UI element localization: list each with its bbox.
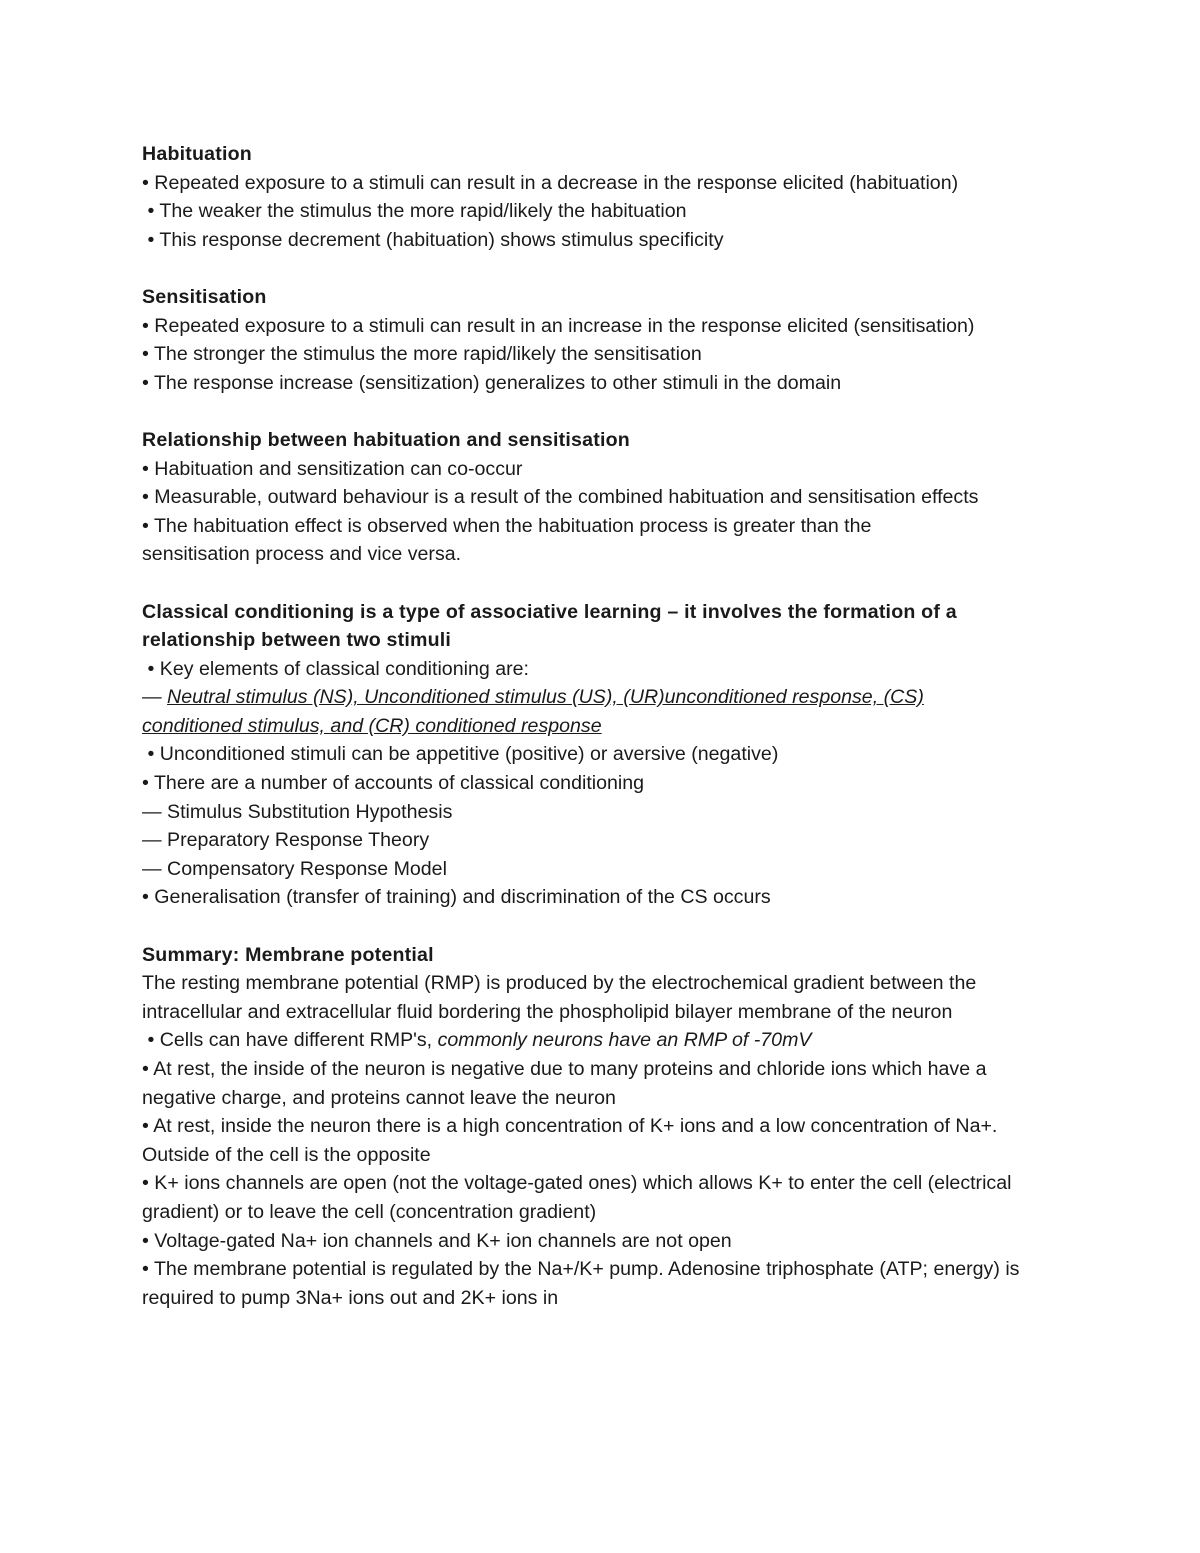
spacer <box>142 397 1082 426</box>
rmp-prefix: • Cells can have different RMP's, <box>142 1029 438 1052</box>
spacer <box>142 912 1082 941</box>
heading-habituation: Habituation <box>142 143 252 165</box>
dash-line: — Compensatory Response Model <box>142 857 447 880</box>
dash-line: — Stimulus Substitution Hypothesis <box>142 800 453 823</box>
key-elements-text: Neutral stimulus (NS), Unconditioned stimulus (US), (UR)unconditioned response, (CS) conditioned stimulus, and (CR) conditioned response <box>142 686 924 737</box>
document-page <box>142 140 1082 1312</box>
section-sensitisation <box>142 283 1082 397</box>
bullet-line: • At rest, inside the neuron there is a high concentration of K+ ions and a low concentration of Na+. Outside of the cell is the opposite <box>142 1115 998 1166</box>
bullet-line: • The membrane potential is regulated by the Na+/K+ pump. Adenosine triphosphate (ATP; energy) is required to pump 3Na+ ions out and 2K+ ions in <box>142 1258 1020 1309</box>
dash-prefix: — <box>142 686 168 709</box>
section-membrane-potential <box>142 941 1082 1313</box>
bullet-line: • The response increase (sensitization) generalizes to other stimuli in the domain <box>142 371 842 394</box>
rmp-line <box>142 1026 1082 1055</box>
spacer <box>142 254 1082 283</box>
heading-membrane-potential: Summary: Membrane potential <box>142 943 434 966</box>
bullet-line: • Measurable, outward behaviour is a result of the combined habituation and sensitisation effects <box>142 486 979 509</box>
spacer <box>142 569 1082 598</box>
bullet-line: • This response decrement (habituation) shows stimulus specificity <box>142 228 724 251</box>
heading-relationship: Relationship between habituation and sensitisation <box>142 428 630 451</box>
rmp-italic: commonly neurons have an RMP of -70mV <box>437 1029 812 1052</box>
bullet-line: • K+ ions channels are open (not the voltage-gated ones) which allows K+ to enter the cell (electrical gradient) or to leave the cell (concentration gradient) <box>142 1172 1012 1223</box>
heading-classical-conditioning: Classical conditioning is a type of associative learning – it involves the formation of a relationship between two stimuli <box>142 600 957 652</box>
bullet-line: • Voltage-gated Na+ ion channels and K+ ion channels are not open <box>142 1229 732 1252</box>
section-relationship <box>142 426 1082 569</box>
section-classical-conditioning <box>142 598 1082 913</box>
bullet-line: • Habituation and sensitization can co-occur <box>142 457 523 480</box>
bullet-line: • The weaker the stimulus the more rapid/likely the habituation <box>142 200 687 223</box>
heading-sensitisation: Sensitisation <box>142 285 267 308</box>
bullet-line: • Key elements of classical conditioning are: <box>142 657 529 680</box>
dash-line: — Preparatory Response Theory <box>142 829 430 852</box>
membrane-intro: The resting membrane potential (RMP) is produced by the electrochemical gradient between the intracellular and extracellular fluid bordering the phospholipid bilayer membrane of the neuron <box>142 972 977 1023</box>
bullet-line: • At rest, the inside of the neuron is negative due to many proteins and chloride ions which have a negative charge, and proteins cannot leave the neuron <box>142 1058 987 1109</box>
bullet-line: • Repeated exposure to a stimuli can result in an increase in the response elicited (sensitisation) <box>142 314 975 337</box>
bullet-line: • Repeated exposure to a stimuli can result in a decrease in the response elicited (habituation) <box>142 171 959 194</box>
section-habituation <box>142 140 1082 254</box>
key-elements-list <box>142 683 1022 740</box>
bullet-line: • Generalisation (transfer of training) and discrimination of the CS occurs <box>142 886 771 909</box>
bullet-line: • There are a number of accounts of classical conditioning <box>142 772 645 795</box>
bullet-line: • The stronger the stimulus the more rapid/likely the sensitisation <box>142 343 702 366</box>
bullet-line: • Unconditioned stimuli can be appetitive (positive) or aversive (negative) <box>142 743 779 766</box>
bullet-line: • The habituation effect is observed when the habituation process is greater than the sensitisation process and vice versa. <box>142 514 872 566</box>
